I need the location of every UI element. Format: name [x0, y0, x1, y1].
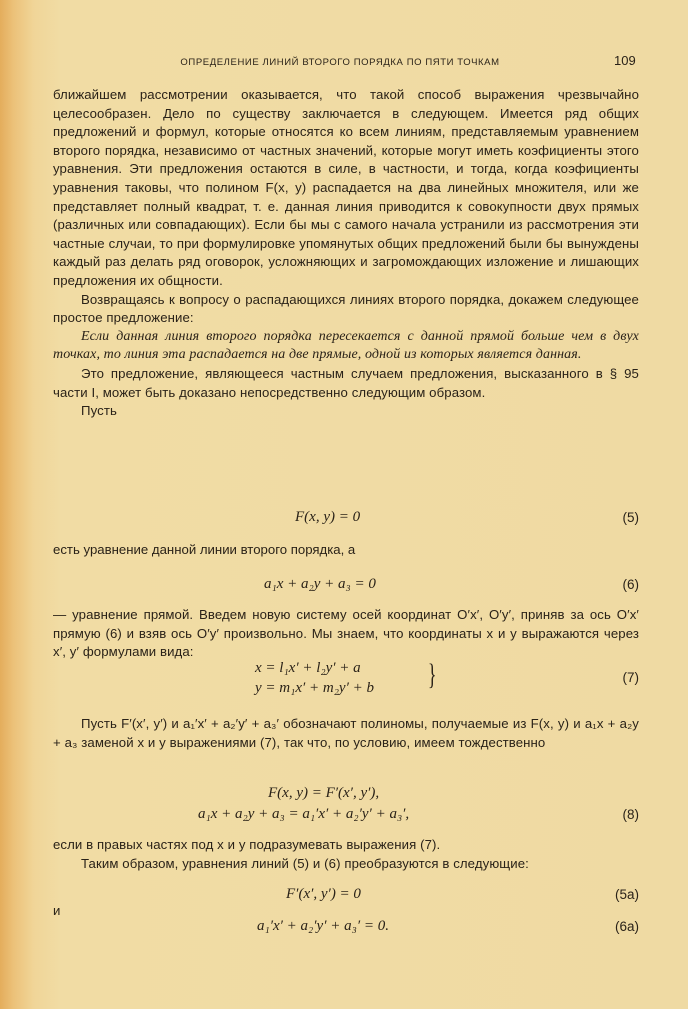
paragraph-1: ближайшем рассмотрении оказывается, что такой способ выражения чрезвычайно целесообразен. Дело по существу заключается в следующем. Имеется ряд общих предложений и формул, которые относятся ко всем линиям, представляемым уравнением второго порядка, независимо от частных значений, которые могут иметь коэфициенты этого уравнения. Эти предложения остаются в силе, в частности, и тогда, когда коэфициенты уравнения таковы, что полином F(x, y) распадается на два линейных множителя, или же представляет полный квадрат, т. е. данная линия приводится к совокупности двух прямых (различных или совпадающих). Если бы мы с самого начала устранили из рассмотрения эти частные случаи, то при формулировке упомянутых общих предложений были бы вынуждены каждый раз делать ряд оговорок, усложняющих и загромождающих изложение и лишающих предложения их общности.	[53, 87, 639, 288]
page-number: 109	[614, 53, 636, 68]
equation-6-label: (6)	[622, 577, 639, 592]
paragraph-8	[53, 715, 639, 752]
paragraph-10: Таким образом, уравнения линий (5) и (6) преобразуются в следующие:	[81, 855, 529, 871]
equation-8-line-2: a₁x + a₂y + a₃ = a₁′x′ + a₂′y′ + a₃′,	[198, 806, 410, 822]
equation-6a-label: (6a)	[614, 919, 639, 934]
equation-7-line-1: x = l₁x′ + l₂y′ + a	[255, 660, 361, 676]
equation-7-brace: }	[427, 658, 437, 691]
paragraph-7-text: — уравнение прямой. Введем новую систему осей координат O′x′, O′y′, приняв за ось O′x′ прямую (6) и взяв ось O′y′ произвольно. Мы знаем, что координаты x и y выражаются через x′, y′ формулами вида:	[53, 607, 639, 660]
equation-8-line-1: F(x, y) = F′(x′, y′),	[268, 785, 380, 801]
paragraph-5: Пусть	[81, 403, 117, 419]
equation-8-label: (8)	[622, 807, 639, 822]
running-title: ОПРЕДЕЛЕНИЕ ЛИНИЙ ВТОРОГО ПОРЯДКА ПО ПЯТИ ТОЧКАМ	[180, 57, 500, 68]
equation-5a-label: (5a)	[614, 887, 639, 902]
theorem-statement: Если данная линия второго порядка пересекается с данной прямой больше чем в двух точках, то линия эта распадается на две прямые, одной из которых является данная.	[53, 328, 639, 363]
paragraph-11: и	[53, 903, 61, 918]
paragraph-intro	[53, 86, 639, 421]
paragraph-9-10	[53, 836, 639, 873]
paragraph-4: Это предложение, являющееся частным случаем предложения, высказанного в § 95 части I, может быть доказано непосредственно следующим образом.	[53, 365, 639, 400]
equation-5-label: (5)	[622, 510, 639, 525]
equation-7-line-2: y = m₁x′ + m₂y′ + b	[255, 680, 374, 696]
equation-5: F(x, y) = 0	[295, 509, 361, 525]
paragraph-8-text: Пусть F′(x′, y′) и a₁′x′ + a₂′y′ + a₃′ обозначают полиномы, получаемые из F(x, y) и a₁x + a₂y + a₃ заменой x и y выражениями (7), так что, по условию, имеем тождественно	[53, 716, 639, 750]
equation-6a: a₁′x′ + a₂′y′ + a₃′ = 0.	[257, 918, 389, 934]
paragraph-2: Возвращаясь к вопросу о распадающихся линиях второго порядка, докажем следующее простое предложение:	[53, 291, 639, 326]
paragraph-6: есть уравнение данной линии второго порядка, а	[53, 542, 356, 557]
equation-6: a₁x + a₂y + a₃ = 0	[264, 576, 376, 592]
paragraph-9: если в правых частях под x и y подразумевать выражения (7).	[53, 837, 441, 852]
equation-5a: F′(x′, y′) = 0	[286, 886, 361, 902]
equation-7-label: (7)	[622, 670, 639, 685]
paragraph-7	[53, 606, 639, 662]
